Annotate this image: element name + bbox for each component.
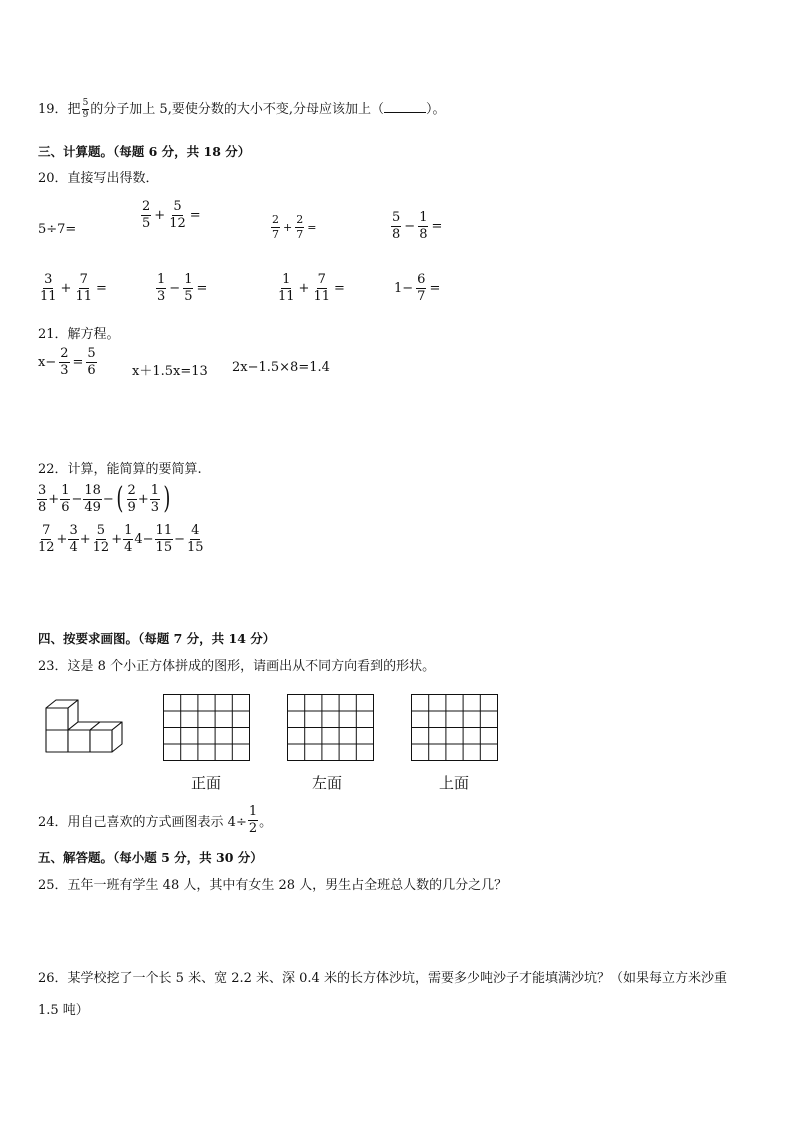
fraction: 3 8 [38,483,47,515]
fraction: $\frac{6}{7}$ [417,272,426,304]
section-heading: 五、解答题。（每小题 5 分，共 30 分） [38,850,263,865]
question-text: 的分子加上 5,要使分数的大小不变,分母应该加上（ [90,102,384,117]
fraction: $\frac{1}{3}$ [150,483,160,515]
equation-2: x＋1.5x=13 [132,364,208,379]
question-23-title: 23．这是 8 个小正方体拼成的图形，请画出从不同方向看到的形状。 [38,659,436,674]
fraction: $\frac{1}{6}$ [61,483,70,515]
fraction: 3 11 [40,272,57,304]
fraction: 2 5 [142,199,151,231]
fraction: $\frac{3}{4}$ [69,523,78,555]
expression-22-1: 3 8 + $\frac{1}{6}$ − $\frac{18}{49}$ − ( 2 9 + $\frac{1}{3}$ ) [38,481,171,517]
section-heading: 三、计算题。（每题 6 分，共 18 分） [38,144,251,159]
question-25: 25．五年一班有学生 48 人，其中有女生 28 人，男生占全班总人数的几分之几？ [38,878,508,893]
fraction: 2 7 [272,213,279,241]
grid-front[interactable] [163,694,251,762]
question-20-title: 20．直接写出得数． [38,171,159,186]
question-26-line1: 26．某学校挖了一个长 5 米、宽 2.2 米、深 0.4 米的长方体沙坑，需要多少吨沙子才能填满沙坑？（如果每立方米沙重 [38,971,727,986]
fraction: $\frac{1}{8}$ [419,210,428,242]
fraction: 7 12 [38,523,55,555]
fraction: 1 11 [278,272,295,304]
grid-top[interactable] [411,694,499,762]
fraction: $\frac{1}{5}$ [184,272,193,304]
question-text: 把 [67,102,81,117]
expr-20-2b: 1 3 − $\frac{1}{5}$ = [157,272,208,304]
fraction: 5 8 [392,210,401,242]
equation-3: 2x−1.5×8=1.4 [232,360,330,375]
section-heading: 四、按要求画图。（每题 7 分，共 14 分） [38,631,276,646]
question-24: 24．用自己喜欢的方式画图表示 4÷ $\frac{1}{2}$ 。 [38,804,273,836]
label-left: 左面 [312,774,343,792]
expr-20-2d: 1− $\frac{6}{7}$ = [394,272,441,304]
expr-20-2a: 3 11 + $\frac{7}{11}$ = [40,272,107,304]
expr-20-1a: 5÷7= [38,222,77,237]
expression-22-2: 7 12 + $\frac{3}{4}$ + $\frac{5}{12}$ + $\frac{1}{4}$ 4− $\frac{11}{15}$ − $\frac{4}{15}$ [38,523,204,555]
fraction: $\frac{1}{4}$ [124,523,133,555]
fraction: 1 3 [157,272,166,304]
answer-blank[interactable] [384,102,426,113]
label-front: 正面 [191,774,222,792]
question-19: 19．把 $\frac{5}{9}$ 的分子加上 5,要使分数的大小不变,分母应该加上（ ）。 [38,98,446,120]
expr-20-1b: 2 5 + $\frac{5}{12}$ = [142,199,201,231]
fraction: $\frac{11}{15}$ [155,523,173,555]
fraction: 2 9 [127,483,136,515]
fraction: $\frac{7}{11}$ [313,272,330,304]
question-21-title: 21．解方程。 [38,327,120,342]
label-top: 上面 [439,774,470,792]
fraction: $\frac{5}{6}$ [87,346,96,378]
question-number: 19． [38,102,68,117]
fraction: $\frac{2}{7}$ [296,213,304,241]
fraction: $\frac{5}{12}$ [92,523,110,555]
expr-20-2c: 1 11 + $\frac{7}{11}$ = [278,272,345,304]
equation-1: x− $\frac{2}{3}$ = $\frac{5}{6}$ [38,346,96,378]
question-26-line2: 1.5 吨） [38,1003,89,1018]
fraction: $\frac{5}{9}$ [82,98,89,120]
cube-figure [40,694,130,764]
expr-20-1d: 5 8 − $\frac{1}{8}$ = [392,210,443,242]
fraction: $\frac{4}{15}$ [187,523,204,555]
grid-left[interactable] [287,694,375,762]
question-22-title: 22．计算，能简算的要简算. [38,462,202,477]
fraction: $\frac{5}{12}$ [169,199,186,231]
fraction: $\frac{2}{3}$ [60,346,69,378]
fraction: $\frac{18}{49}$ [84,483,101,515]
fraction: $\frac{1}{2}$ [248,804,258,836]
left-paren: ( [116,481,124,517]
fraction: $\frac{7}{11}$ [75,272,92,304]
right-paren: ) [163,481,171,517]
expr-20-1c: 2 7 + $\frac{2}{7}$ = [272,213,317,241]
